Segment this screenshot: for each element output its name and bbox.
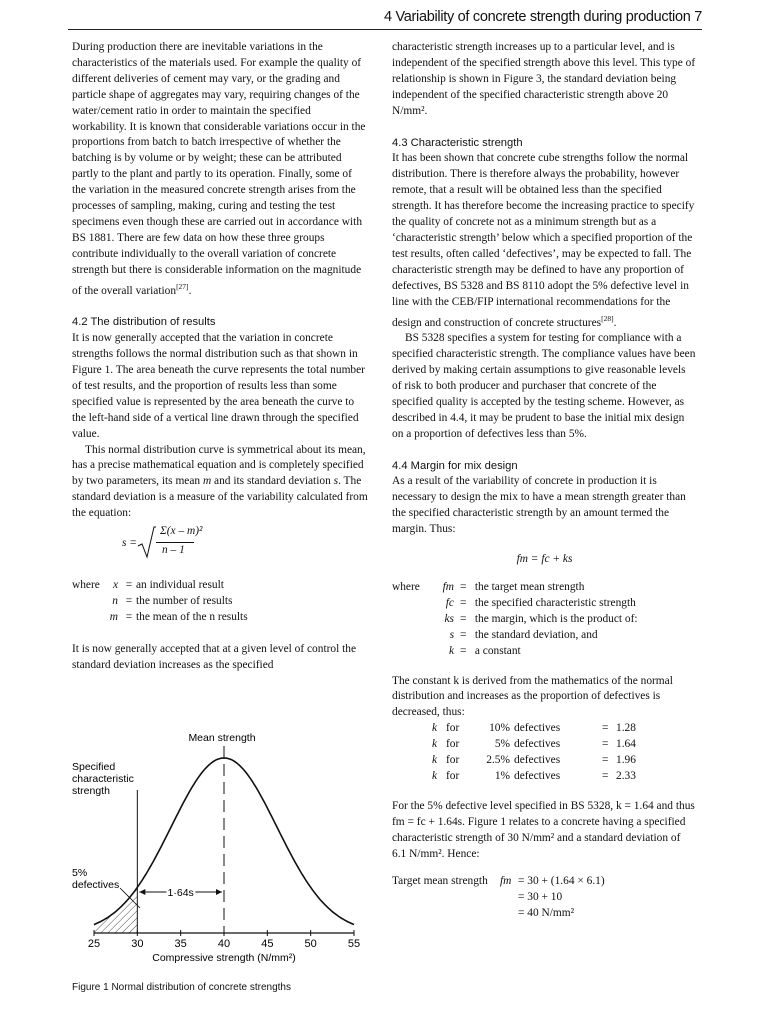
margin-definitions — [392, 580, 697, 660]
k-val: 2.33 — [616, 769, 636, 782]
where-sym: fm — [442, 580, 454, 593]
where-text: the specified characteristic strength — [474, 596, 636, 609]
heading-4-3: 4.3 Characteristic strength — [392, 136, 523, 149]
right-paragraph-3: BS 5328 specifies a system for testing for compliance with a specified characteristic strength. The compliance values have been derived by making certain assumptions to give reasonable levels of risk to both producer and purchaser that concrete of the specified quality is accepted by the testing scheme. However, as described in 4.4, it may be prudent to base the initial mix design on a proportion of defectives less than 5%. — [392, 332, 696, 440]
left-paragraph-3 — [72, 443, 368, 523]
where-sym: k — [448, 644, 454, 657]
calc-label: Target mean strength — [392, 875, 488, 888]
def-eq: = — [125, 594, 133, 607]
k-desc: defectives — [514, 738, 561, 751]
where-eq: = — [460, 644, 467, 657]
characteristic-label: characteristic — [72, 773, 134, 785]
right-paragraph-1: characteristic strength increases up to a particular level, and is independent of the specified strength above this level. This type of relationship is shown in Figure 3, the standard deviation being independent of the specified characteristic strength above 20 N/mm². — [392, 41, 696, 117]
definition-row — [72, 578, 368, 594]
left-paragraph-1: During production there are inevitable variations in the characteristics of the materials used. For example the quality of different deliveries of cement may vary, or the grading and particle shape of aggregates may vary, requiring changes of the water/cement ratio in order to maintain the specified workability. It is known that considerable variations occur in the proportions from batch to batch irrespective of whether the batching is by volume or by weight; these can be attributed partly to the plant and partly to its operation. Finally, some of the variation in the measured concrete strength arises from the processes of sampling, making, curing and testing the test specimens even though these are carried out in accordance with BS 1881. There are few data on how these three groups contribute individually to the overall variation of concrete strength but there is considerable information on the magnitude of the overall variation[27]. — [72, 41, 366, 297]
k-for: for — [446, 722, 460, 735]
p3a: This normal distribution curve is symmetrical about its mean, has a precise mathematical equation and is completely specified by two parameters, its mean — [72, 443, 366, 488]
calc-sym: fm — [500, 875, 512, 888]
x-tick-label: 35 — [174, 938, 187, 950]
where-row — [392, 580, 697, 596]
k-for: for — [446, 754, 460, 767]
def-pre: where — [72, 579, 100, 592]
x-tick-label: 40 — [217, 938, 231, 950]
x-axis-label: Compressive strength (N/mm²) — [152, 952, 296, 964]
k-pct: 1% — [494, 769, 510, 782]
defectives-label: 5% — [72, 867, 88, 879]
where-eq: = — [460, 628, 467, 641]
calc-row — [392, 906, 697, 922]
def-sym: n — [112, 594, 118, 607]
x-tick-label: 25 — [87, 938, 101, 950]
definition-row — [72, 610, 368, 626]
x-tick-label: 50 — [304, 938, 317, 950]
margin-arrowhead-left — [139, 889, 145, 895]
defectives-area — [94, 887, 137, 933]
left-paragraph-2: It is now generally accepted that the variation in concrete strengths follows the normal distribution such as that shown in Figure 1. The area beneath the curve represents the total number of test results, and the proportion of results less than some specified value is represented by the area beneath the curve to the left-hand side of a vertical line drawn through the specified value. — [72, 332, 365, 440]
k-desc: defectives — [514, 769, 561, 782]
x-tick-label: 45 — [261, 938, 274, 950]
where-eq: = — [460, 580, 467, 593]
k-val: 1.96 — [616, 754, 636, 767]
where-text: the standard deviation, and — [474, 628, 598, 641]
left-column — [72, 40, 368, 674]
where-pre — [392, 628, 440, 644]
p3c: . The standard deviation is a measure of the variability calculated from the equation: — [72, 475, 368, 520]
k-desc: defectives — [514, 722, 561, 735]
right-paragraph-6: For the 5% defective level specified in BS 5328, k = 1.64 and thus fm = fc + 1.64s. Figure 1 relates to a concrete having a specified characteristic strength of 30 N/mm² and a standard deviation of 6.1 N/mm². Hence: — [392, 799, 695, 860]
k-pct: 5% — [494, 738, 510, 751]
calc-row — [392, 874, 697, 890]
where-text: a constant — [474, 644, 521, 657]
k-sym: k — [432, 754, 438, 767]
where-eq: = — [460, 596, 467, 609]
margin-label: 1·64s — [167, 887, 194, 899]
heading-4-4: 4.4 Margin for mix design — [392, 459, 518, 472]
def-pre — [72, 610, 108, 626]
p3-m: m — [202, 475, 212, 488]
k-desc: defectives — [514, 754, 561, 767]
where-pre — [392, 612, 440, 628]
calc-line: = 30 + 10 — [518, 891, 563, 904]
def-text: the mean of the n results — [136, 610, 248, 623]
where-sym: fc — [445, 596, 454, 609]
sqrt-sign — [136, 526, 156, 560]
reference-28: [28] — [601, 313, 614, 323]
def-sym: m — [109, 610, 118, 623]
where-row — [392, 644, 697, 660]
eq-numerator: Σ(x – m)² — [160, 525, 203, 538]
k-row — [392, 737, 697, 753]
eq-s: s = — [122, 537, 137, 550]
where-pre — [392, 596, 440, 612]
right-paragraph-4: As a result of the variability of concrete in production it is necessary to design the mix to have a mean strength greater than the specified characteristic strength by an amount termed the margin. Thus: — [392, 475, 686, 536]
where-text: the margin, which is the product of: — [474, 612, 638, 625]
k-val: 1.28 — [616, 722, 636, 735]
variable-definitions — [72, 578, 368, 626]
k-eq: = — [602, 769, 609, 782]
eq-denominator: n – 1 — [162, 544, 185, 557]
def-text: an individual result — [136, 579, 224, 592]
where-row — [392, 612, 697, 628]
calc-line: = 40 N/mm² — [518, 907, 575, 920]
target-mean-calculation — [392, 874, 697, 922]
where-sym: s — [449, 628, 454, 641]
k-sym: k — [432, 722, 438, 735]
where-text: the target mean strength — [474, 580, 585, 593]
where-row — [392, 596, 697, 612]
definition-row — [72, 594, 368, 610]
calc-line: = 30 + (1.64 × 6.1) — [518, 875, 605, 888]
def-eq: = — [125, 610, 133, 623]
k-row — [392, 753, 697, 769]
where-row — [392, 628, 697, 644]
right-paragraph-5: The constant k is derived from the mathematics of the normal distribution and increases as the proportion of defectives is decreased, thus: — [392, 674, 673, 719]
def-text: the number of results — [136, 594, 233, 607]
defectives-label: defectives — [72, 879, 120, 891]
header-rule — [68, 29, 702, 30]
p3b: and its standard deviation — [211, 475, 334, 488]
running-head: 4 Variability of concrete strength during production 7 — [383, 9, 702, 25]
right-p2-text: It has been shown that concrete cube strengths follow the normal distribution. There is therefore always the probability, however remote, that a result will be obtained less than the specified strength. It has therefore become the increasing practice to specify the quality of concrete not as a minimum strength but as a ‘characteristic strength’ below which a specified proportion of the test results, often called ‘defectives’, may be expected to fall. The characteristic strength may be defined to have any proportion of defectives, BS 5328 and BS 8110 adopt the 5% defective level in line with the CEB/FIP international recommendations for the design and construction of concrete structures — [392, 152, 695, 329]
def-sym: x — [112, 579, 118, 592]
k-sym: k — [432, 769, 438, 782]
k-row — [392, 721, 697, 737]
right-paragraph-2: It has been shown that concrete cube strengths follow the normal distribution. There is therefore always the probability, however remote, that a result will be obtained less than the specified strength. It has therefore become the increasing practice to specify the quality of concrete not as a minimum strength but as a ‘characteristic strength’ below which a specified proportion of the test results, often called ‘defectives’, may be expected to fall. The characteristic strength may be defined to have any proportion of defectives, BS 5328 and BS 8110 adopt the 5% defective level in line with the CEB/FIP international recommendations for the design and construction of concrete structures[28]. — [392, 152, 695, 329]
p3-s: s — [333, 475, 339, 488]
x-tick-label: 55 — [347, 938, 361, 950]
k-row — [392, 769, 697, 785]
margin-arrowhead-right — [216, 889, 222, 895]
k-pct: 2.5% — [486, 754, 510, 767]
characteristic-label: strength — [72, 785, 110, 797]
where-eq: = — [460, 612, 467, 625]
calc-row — [392, 890, 697, 906]
where-sym: ks — [444, 612, 454, 625]
x-tick-label: 30 — [131, 938, 144, 950]
where-pre: where — [392, 580, 420, 593]
left-paragraph-4: It is now generally accepted that at a given level of control the standard deviation increases as the specified — [72, 642, 357, 671]
k-eq: = — [602, 754, 609, 767]
figure-caption: Figure 1 Normal distribution of concrete strengths — [72, 982, 291, 993]
def-pre — [72, 594, 108, 610]
k-for: for — [446, 738, 460, 751]
heading-4-2: 4.2 The distribution of results — [72, 316, 216, 329]
k-val: 1.64 — [616, 738, 636, 751]
def-eq: = — [125, 579, 133, 592]
k-values-table — [392, 721, 697, 785]
margin-equation: fm = fc + ks — [516, 553, 573, 566]
left-p1-text: During production there are inevitable variations in the characteristics of the materials used. For example the quality of different deliveries of cement may vary, or the grading and particle shape of aggregates may vary, requiring changes of the water/cement ratio in order to maintain the specified workability. It is known that considerable variations occur in the proportions from batch to batch irrespective of whether the batching is by volume or by weight; these can be attributed partly to the plant and partly to its operation. Finally, some of the variation in the measured concrete strength arises from the processes of sampling, making, curing and testing the test specimens even though these are carried out in accordance with BS 1881. There are few data on how these three groups contribute individually to the overall variation of concrete strength but there is considerable information on the magnitude of the overall variation — [72, 41, 366, 297]
k-sym: k — [432, 738, 438, 751]
reference-27: [27] — [176, 281, 189, 291]
normal-distribution-chart — [72, 728, 372, 973]
where-pre — [392, 644, 440, 660]
mean-strength-label: Mean strength — [188, 732, 256, 744]
k-for: for — [446, 769, 460, 782]
characteristic-label: Specified — [72, 761, 116, 773]
right-column — [392, 40, 697, 922]
k-pct: 10% — [489, 722, 510, 735]
k-eq: = — [602, 722, 609, 735]
k-eq: = — [602, 738, 609, 751]
std-dev-equation — [72, 522, 368, 578]
